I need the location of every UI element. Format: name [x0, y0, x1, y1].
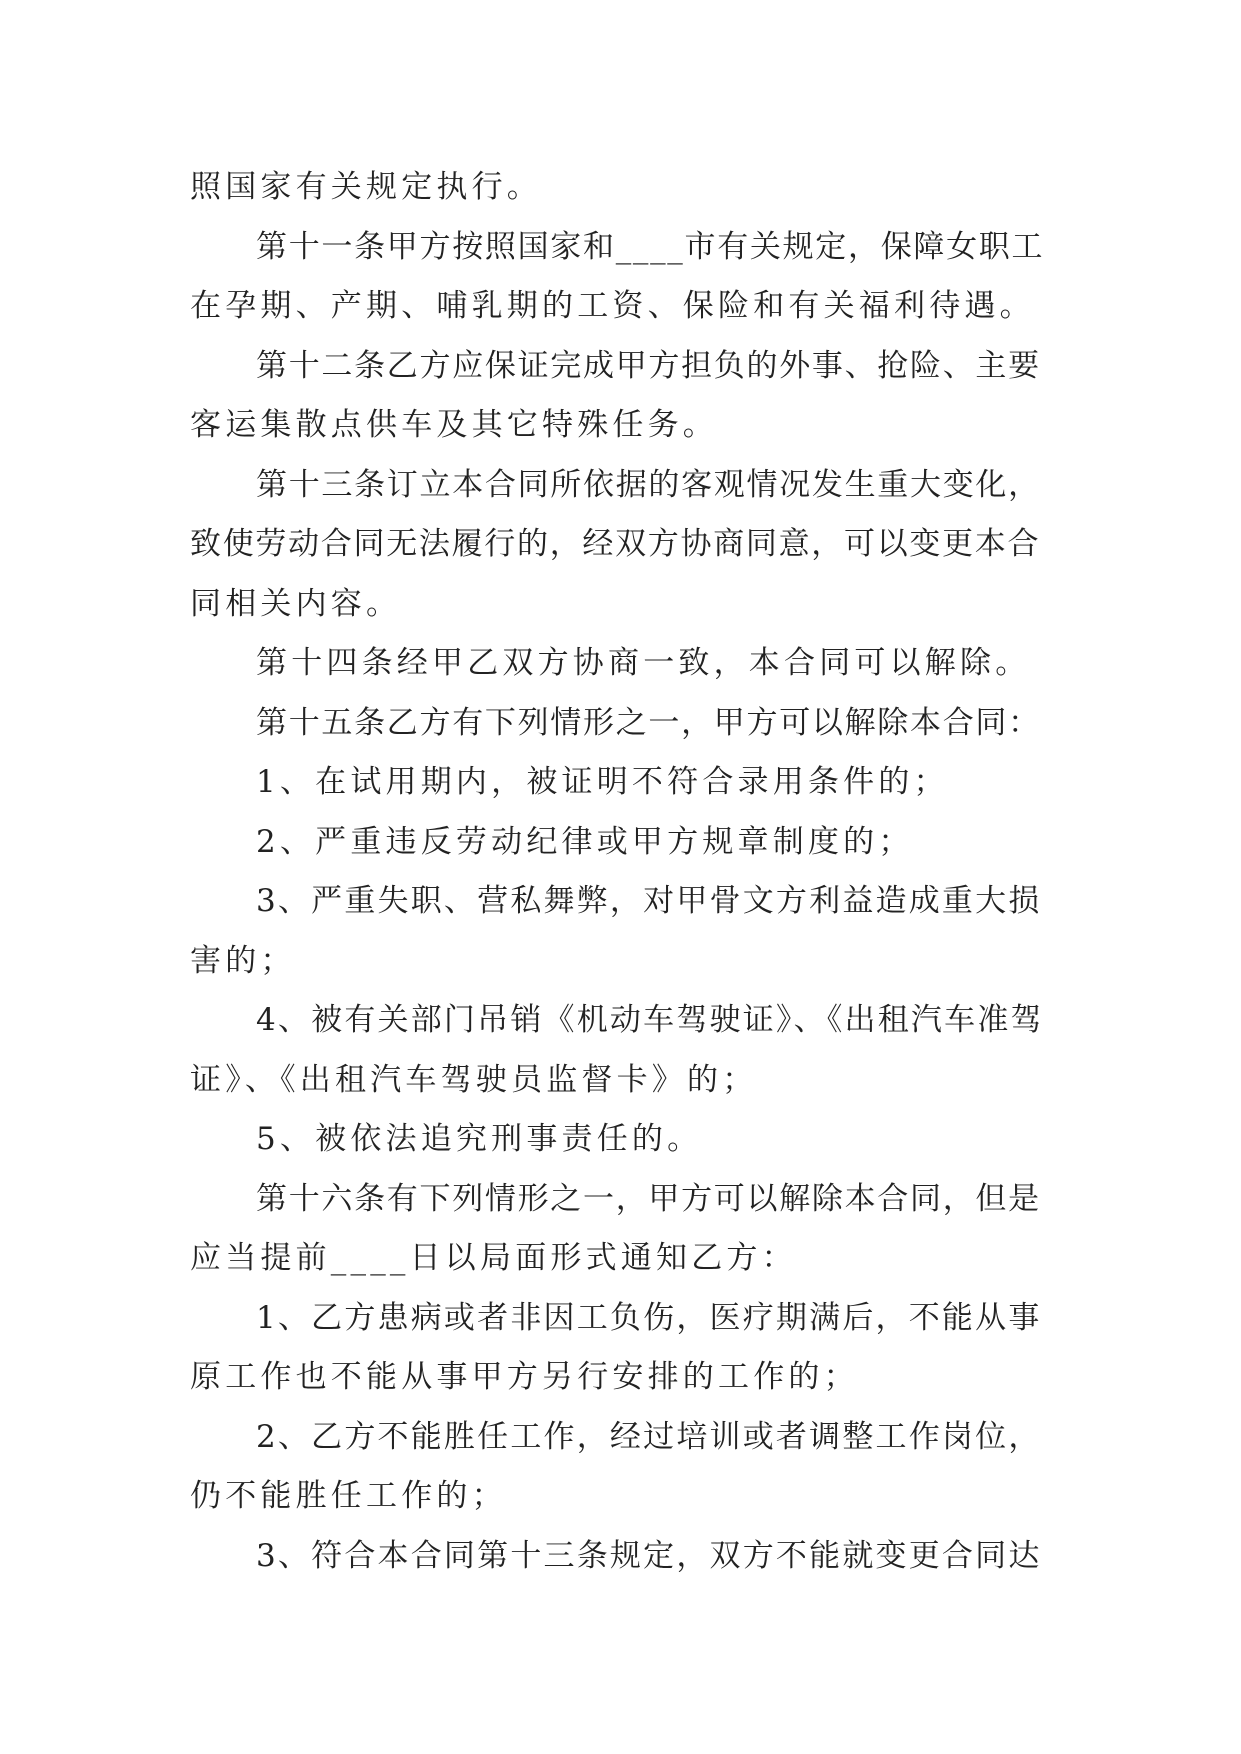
text-line: 第十一条甲方按照国家和____市有关规定，保障女职工: [256, 228, 1045, 265]
document-body: [190, 158, 1050, 1586]
text-line: 致使劳动合同无法履行的，经双方协商同意，可以变更本合: [190, 526, 1041, 562]
text-line: 第十四条经甲乙双方协商一致，本合同可以解除。: [256, 645, 1031, 681]
text-line: 证》、《出租汽车驾驶员监督卡》的；: [190, 1061, 758, 1098]
text-line: 3、严重失职、营私舞弊，对甲骨文方利益造成重大损: [256, 883, 1042, 919]
text-line: 第十六条有下列情形之一，甲方可以解除本合同，但是: [256, 1180, 1041, 1217]
text-line: 1、在试用期内，被证明不符合录用条件的；: [256, 764, 949, 800]
text-line: 5、被依法追究刑事责任的。: [256, 1121, 703, 1157]
text-line: 第十二条乙方应保证完成甲方担负的外事、抢险、主要: [256, 347, 1041, 384]
text-line: 1、乙方患病或者非因工负伤，医疗期满后，不能从事: [256, 1299, 1042, 1336]
text-line: 客运集散点供车及其它特殊任务。: [190, 407, 718, 443]
text-line: 害的；: [190, 942, 296, 979]
text-line: 3、符合本合同第十三条规定，双方不能就变更合同达: [256, 1537, 1042, 1574]
text-line: 在孕期、产期、哺乳期的工资、保险和有关福利待遇。: [190, 288, 1035, 324]
text-line: 第十三条订立本合同所依据的客观情况发生重大变化，: [256, 466, 1041, 503]
text-line: 照国家有关规定执行。: [190, 169, 542, 205]
text-line: 4、被有关部门吊销《机动车驾驶证》、《出租汽车准驾: [256, 1002, 1044, 1038]
text-line: 2、严重违反劳动纪律或甲方规章制度的；: [256, 823, 914, 860]
text-line: 同相关内容。: [190, 585, 402, 622]
text-line: 应当提前____日以局面形式通知乙方：: [190, 1240, 797, 1276]
text-line: 2、乙方不能胜任工作，经过培训或者调整工作岗位，: [256, 1418, 1042, 1455]
text-line: 第十五条乙方有下列情形之一，甲方可以解除本合同：: [256, 704, 1041, 741]
text-line: 仍不能胜任工作的；: [190, 1478, 507, 1514]
text-line: 原工作也不能从事甲方另行安排的工作的；: [190, 1359, 859, 1395]
